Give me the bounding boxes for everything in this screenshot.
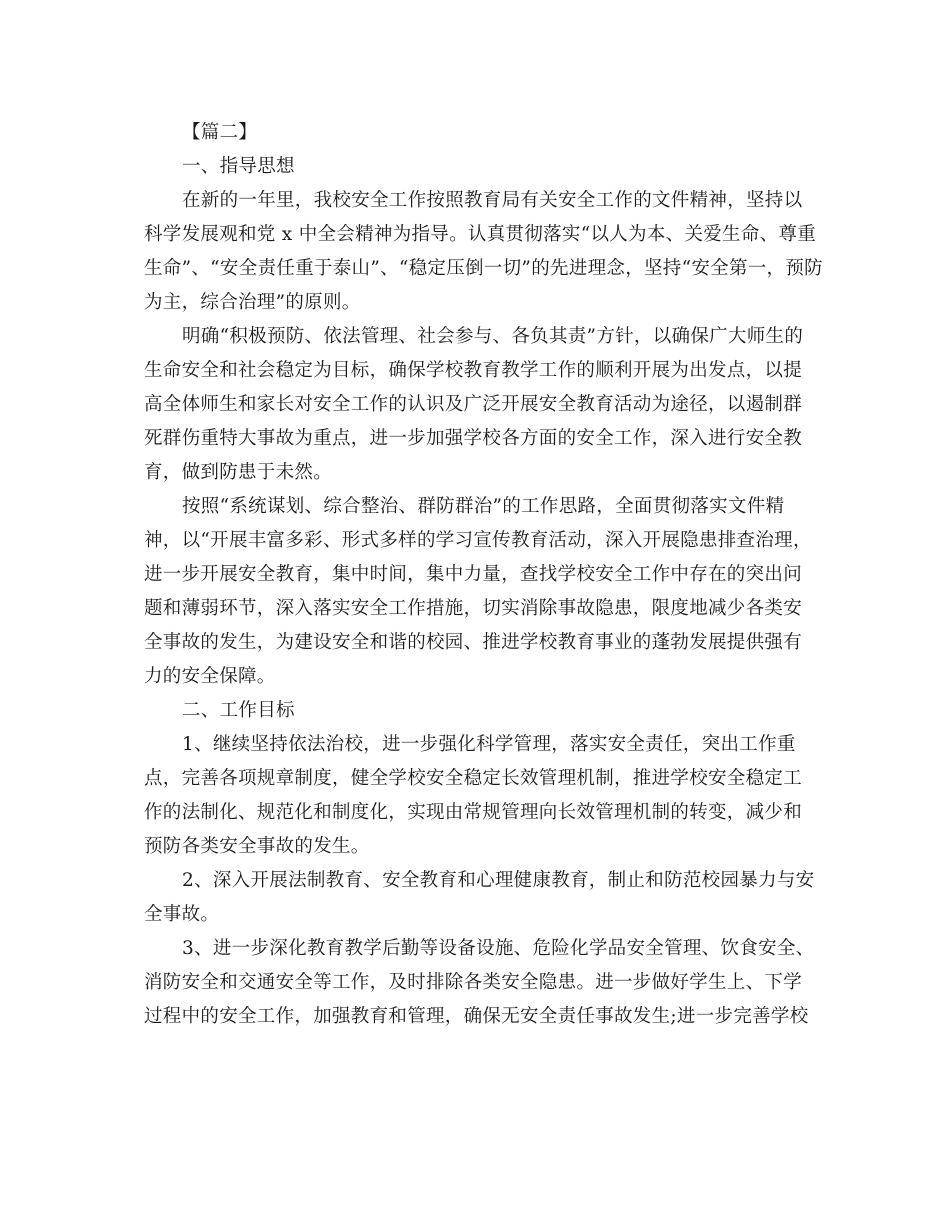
paragraph-line: 在新的一年里，我校安全工作按照教育局有关安全工作的文件精神，坚持以	[182, 190, 803, 211]
paragraph-line: 育，做到防患于未然。	[144, 462, 333, 483]
paragraph-3	[144, 490, 812, 694]
paragraph-line: 3、进一步深化教育教学后勤等设备设施、危险化学品安全管理、饮食安全、	[182, 938, 815, 959]
paragraph-line: 生命”、“安全责任重于泰山”、“稳定压倒一切”的先进理念，坚持“安全第一，预防	[144, 258, 823, 279]
paragraph-line: 神，以“开展丰富多彩、形式多样的学习宣传教育活动，深入开展隐患排查治理，	[144, 530, 812, 551]
document-heading: 【篇二】	[182, 122, 258, 143]
paragraph-line: 过程中的安全工作，加强教育和管理，确保无安全责任事故发生;进一步完善学校	[144, 1006, 809, 1027]
paragraph-line: 2、深入开展法制教育、安全教育和心理健康教育，制止和防范校园暴力与安	[182, 870, 815, 891]
paragraph-line: 预防各类安全事故的发生。	[144, 836, 370, 857]
paragraph-2	[144, 320, 804, 490]
paragraph-line: 题和薄弱环节，深入落实安全工作措施，切实消除事故隐患，限度地减少各类安	[144, 598, 803, 619]
goal-item-2	[144, 864, 815, 932]
paragraph-line: 按照“系统谋划、综合整治、群防群治”的工作思路，全面贯彻落实文件精	[182, 496, 785, 517]
goal-item-3	[144, 932, 815, 1034]
paragraph-line: 消防安全和交通安全等工作，及时排除各类安全隐患。进一步做好学生上、下学	[144, 972, 803, 993]
section-title-guiding-ideology: 一、指导思想	[182, 156, 295, 177]
section-title-work-goals: 二、工作目标	[182, 700, 295, 721]
paragraph-line: 1、继续坚持依法治校，进一步强化科学管理，落实安全责任，突出工作重	[182, 734, 796, 755]
paragraph-line: 作的法制化、规范化和制度化，实现由常规管理向长效管理机制的转变，减少和	[144, 802, 803, 823]
document-body	[144, 116, 823, 1034]
paragraph-line: 明确“积极预防、依法管理、社会参与、各负其责”方针，以确保广大师生的	[182, 326, 804, 347]
goal-item-1	[144, 728, 804, 864]
paragraph-line: 点，完善各项规章制度，健全学校安全稳定长效管理机制，推进学校安全稳定工	[144, 768, 803, 789]
paragraph-line: 力的安全保障。	[144, 666, 276, 687]
paragraph-line: 为主，综合治理”的原则。	[144, 292, 361, 313]
paragraph-line: 进一步开展安全教育，集中时间，集中力量，查找学校安全工作中存在的突出问	[144, 564, 803, 585]
paragraph-1	[144, 184, 823, 320]
paragraph-line: 全事故的发生，为建设安全和谐的校园、推进学校教育事业的蓬勃发展提供强有	[144, 632, 803, 653]
paragraph-line: 科学发展观和党 x 中全会精神为指导。认真贯彻落实“以人为本、关爱生命、尊重	[144, 224, 817, 245]
paragraph-line: 生命安全和社会稳定为目标，确保学校教育教学工作的顺利开展为出发点，以提	[144, 360, 803, 381]
paragraph-line: 死群伤重特大事故为重点，进一步加强学校各方面的安全工作，深入进行安全教	[144, 428, 803, 449]
paragraph-line: 高全体师生和家长对安全工作的认识及广泛开展安全教育活动为途径，以遏制群	[144, 394, 803, 415]
paragraph-line: 全事故。	[144, 904, 220, 925]
